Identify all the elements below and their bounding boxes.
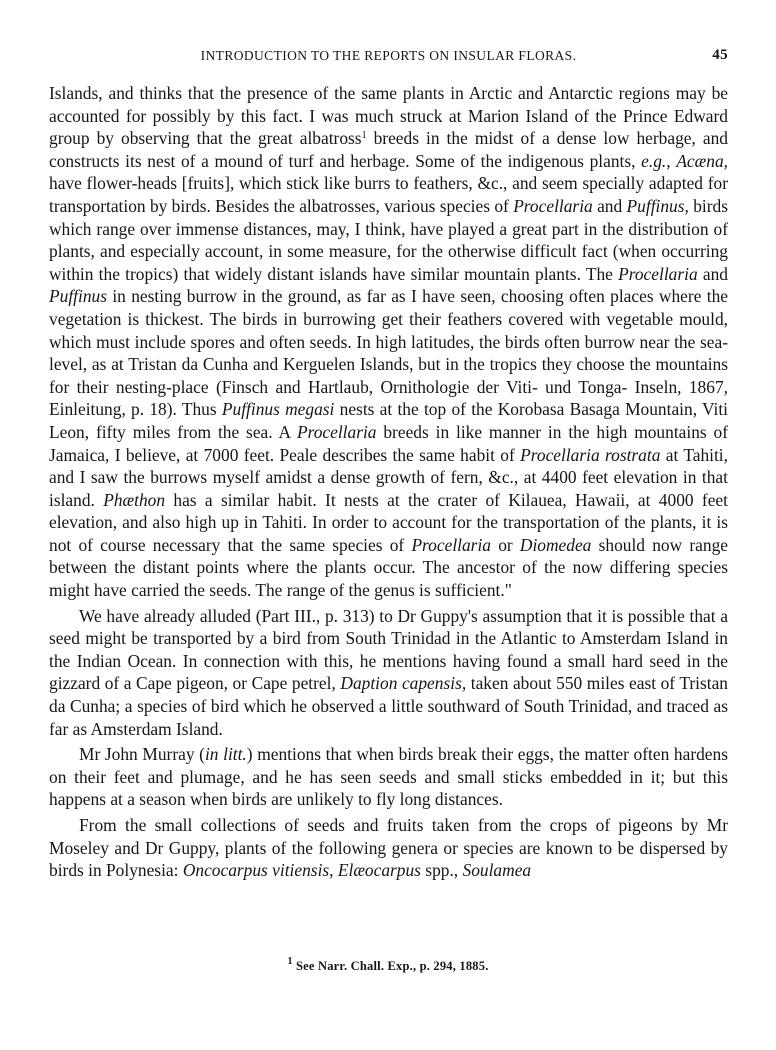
italic-run: Soulamea xyxy=(462,860,532,881)
italic-run: Puffinus megasi xyxy=(221,399,335,420)
text-run: Islands, and thinks that the presence of the same plants in Arctic and Antarctic regions may be accounted for possibly by this fact. I was much struck at Marion Island of the Prince Edward group by observing that the great albatross xyxy=(49,83,728,149)
text-run: or xyxy=(490,534,520,555)
paragraph-4 xyxy=(49,814,728,882)
italic-run: Procellaria xyxy=(411,534,491,555)
footnote-text: See Narr. Chall. Exp., p. 294, 1885. xyxy=(296,959,489,973)
italic-run: Diomedea xyxy=(519,534,592,555)
text-run: have flower-heads [fruits], which stick like burrs to feathers, &c., and seem specially adapted for transportation by birds. Besides the albatrosses, various species of xyxy=(49,173,728,216)
italic-run: Acæna, xyxy=(676,150,728,171)
text-run: spp., xyxy=(420,860,463,881)
page-number: 45 xyxy=(712,47,728,63)
paragraph-3 xyxy=(49,743,728,811)
text-run: breeds in like manner in the high mountains of Jamaica, I believe, at 7000 feet. Peale describes the same habit of xyxy=(49,421,729,465)
paragraph-2 xyxy=(49,605,728,741)
footnote-ref-marker: 1 xyxy=(361,130,367,142)
running-title: INTRODUCTION TO THE REPORTS ON INSULAR FLORAS. xyxy=(200,48,577,63)
italic-run: Puffinus, xyxy=(626,195,689,216)
text-run: has a similar habit. It nests at the crater of Kilauea, Hawaii, at 4000 feet elevation, and also high up in Tahiti. In order to account for the transportation of the plants, it is not of course necessary that the same species of xyxy=(49,489,728,555)
paragraph-1 xyxy=(49,82,728,602)
text-run: From the small collections of seeds and fruits taken from the crops of pigeons by Mr Moseley and Dr Guppy, plants of the following genera or species are known to be dispersed by birds in Polynesia: xyxy=(49,815,728,881)
text-run: nests at the top of the Korobasa Basaga Mountain, Viti Leon, fifty miles from the sea. A xyxy=(49,399,728,442)
italic-run: Procellaria xyxy=(513,195,593,216)
text-run: , xyxy=(666,150,677,171)
text-run: breeds in the midst of a dense low herbage, and constructs its nest of a mound of turf and herbage. Some of the indigenous plants, xyxy=(49,128,728,171)
italic-run: in litt. xyxy=(204,744,247,765)
text-run: should now range between the distant points where the plants occur. The ancestor of the now differing species might have carried the seeds. The range of the genus is sufficient." xyxy=(49,534,728,601)
text-run: We have already alluded (Part III., p. 313) to Dr Guppy's assumption that it is possible that a seed might be transported by a bird from South Trinidad in the Atlantic to Amsterdam Island in the Indian Ocean. In connection with this, he mentions having found a small hard seed in the gizzard of a Cape pigeon, or Cape petrel, xyxy=(49,605,728,694)
text-run: ) mentions that when birds break their eggs, the matter often hardens on their feet and plumage, and he has seen seeds and small sticks embedded in it; but this happens at a season when birds are unlikely to fly long distances. xyxy=(49,744,728,810)
italic-run: Daption capensis, xyxy=(340,673,467,694)
footnote-marker: 1 xyxy=(287,956,293,967)
text-run: Mr John Murray ( xyxy=(79,744,205,765)
text-run: and xyxy=(592,195,627,216)
text-run: birds which range over immense distances, may, I think, have played a great part in the distribution of plants, and especially account, in some measure, for the otherwise difficult fact (when occurring within the tropics) that widely distant islands have similar mountain plants. The xyxy=(49,195,729,284)
italic-run: Puffinus xyxy=(49,286,107,307)
text-run: at Tahiti, and I saw the burrows myself amidst a dense growth of fern, &c., at 4400 feet elevation in that island. xyxy=(49,444,728,510)
italic-run: e.g. xyxy=(641,150,667,171)
italic-run: Procellaria rostrata xyxy=(520,444,661,465)
footnote xyxy=(0,956,776,974)
italic-run: Oncocarpus vitiensis, Elæocarpus xyxy=(182,860,421,881)
text-run: taken about 550 miles east of Tristan da Cunha; a species of bird which he observed a little southward of South Trinidad, and traced as far as Amsterdam Island. xyxy=(49,673,728,739)
italic-run: Phæthon xyxy=(103,489,166,510)
text-run: and xyxy=(697,263,728,284)
italic-run: Procellaria xyxy=(296,421,377,442)
text-run: in nesting burrow in the ground, as far as I have seen, choosing often places where the vegetation is thickest. The birds in burrowing get their feathers covered with vegetable mould, which must include spores and often seeds. In high latitudes, the birds often burrow near the sea-level, as at Tristan da Cunha and Kerguelen Islands, but in the tropics they choose the mountains for their nesting-place (Finsch and Hartlaub, Ornithologie der Viti- und Tonga- Inseln, 1867, Einleitung, p. 18). Thus xyxy=(49,286,728,420)
italic-run: Procellaria xyxy=(618,263,698,284)
body-text xyxy=(49,82,728,882)
running-head xyxy=(49,48,728,70)
